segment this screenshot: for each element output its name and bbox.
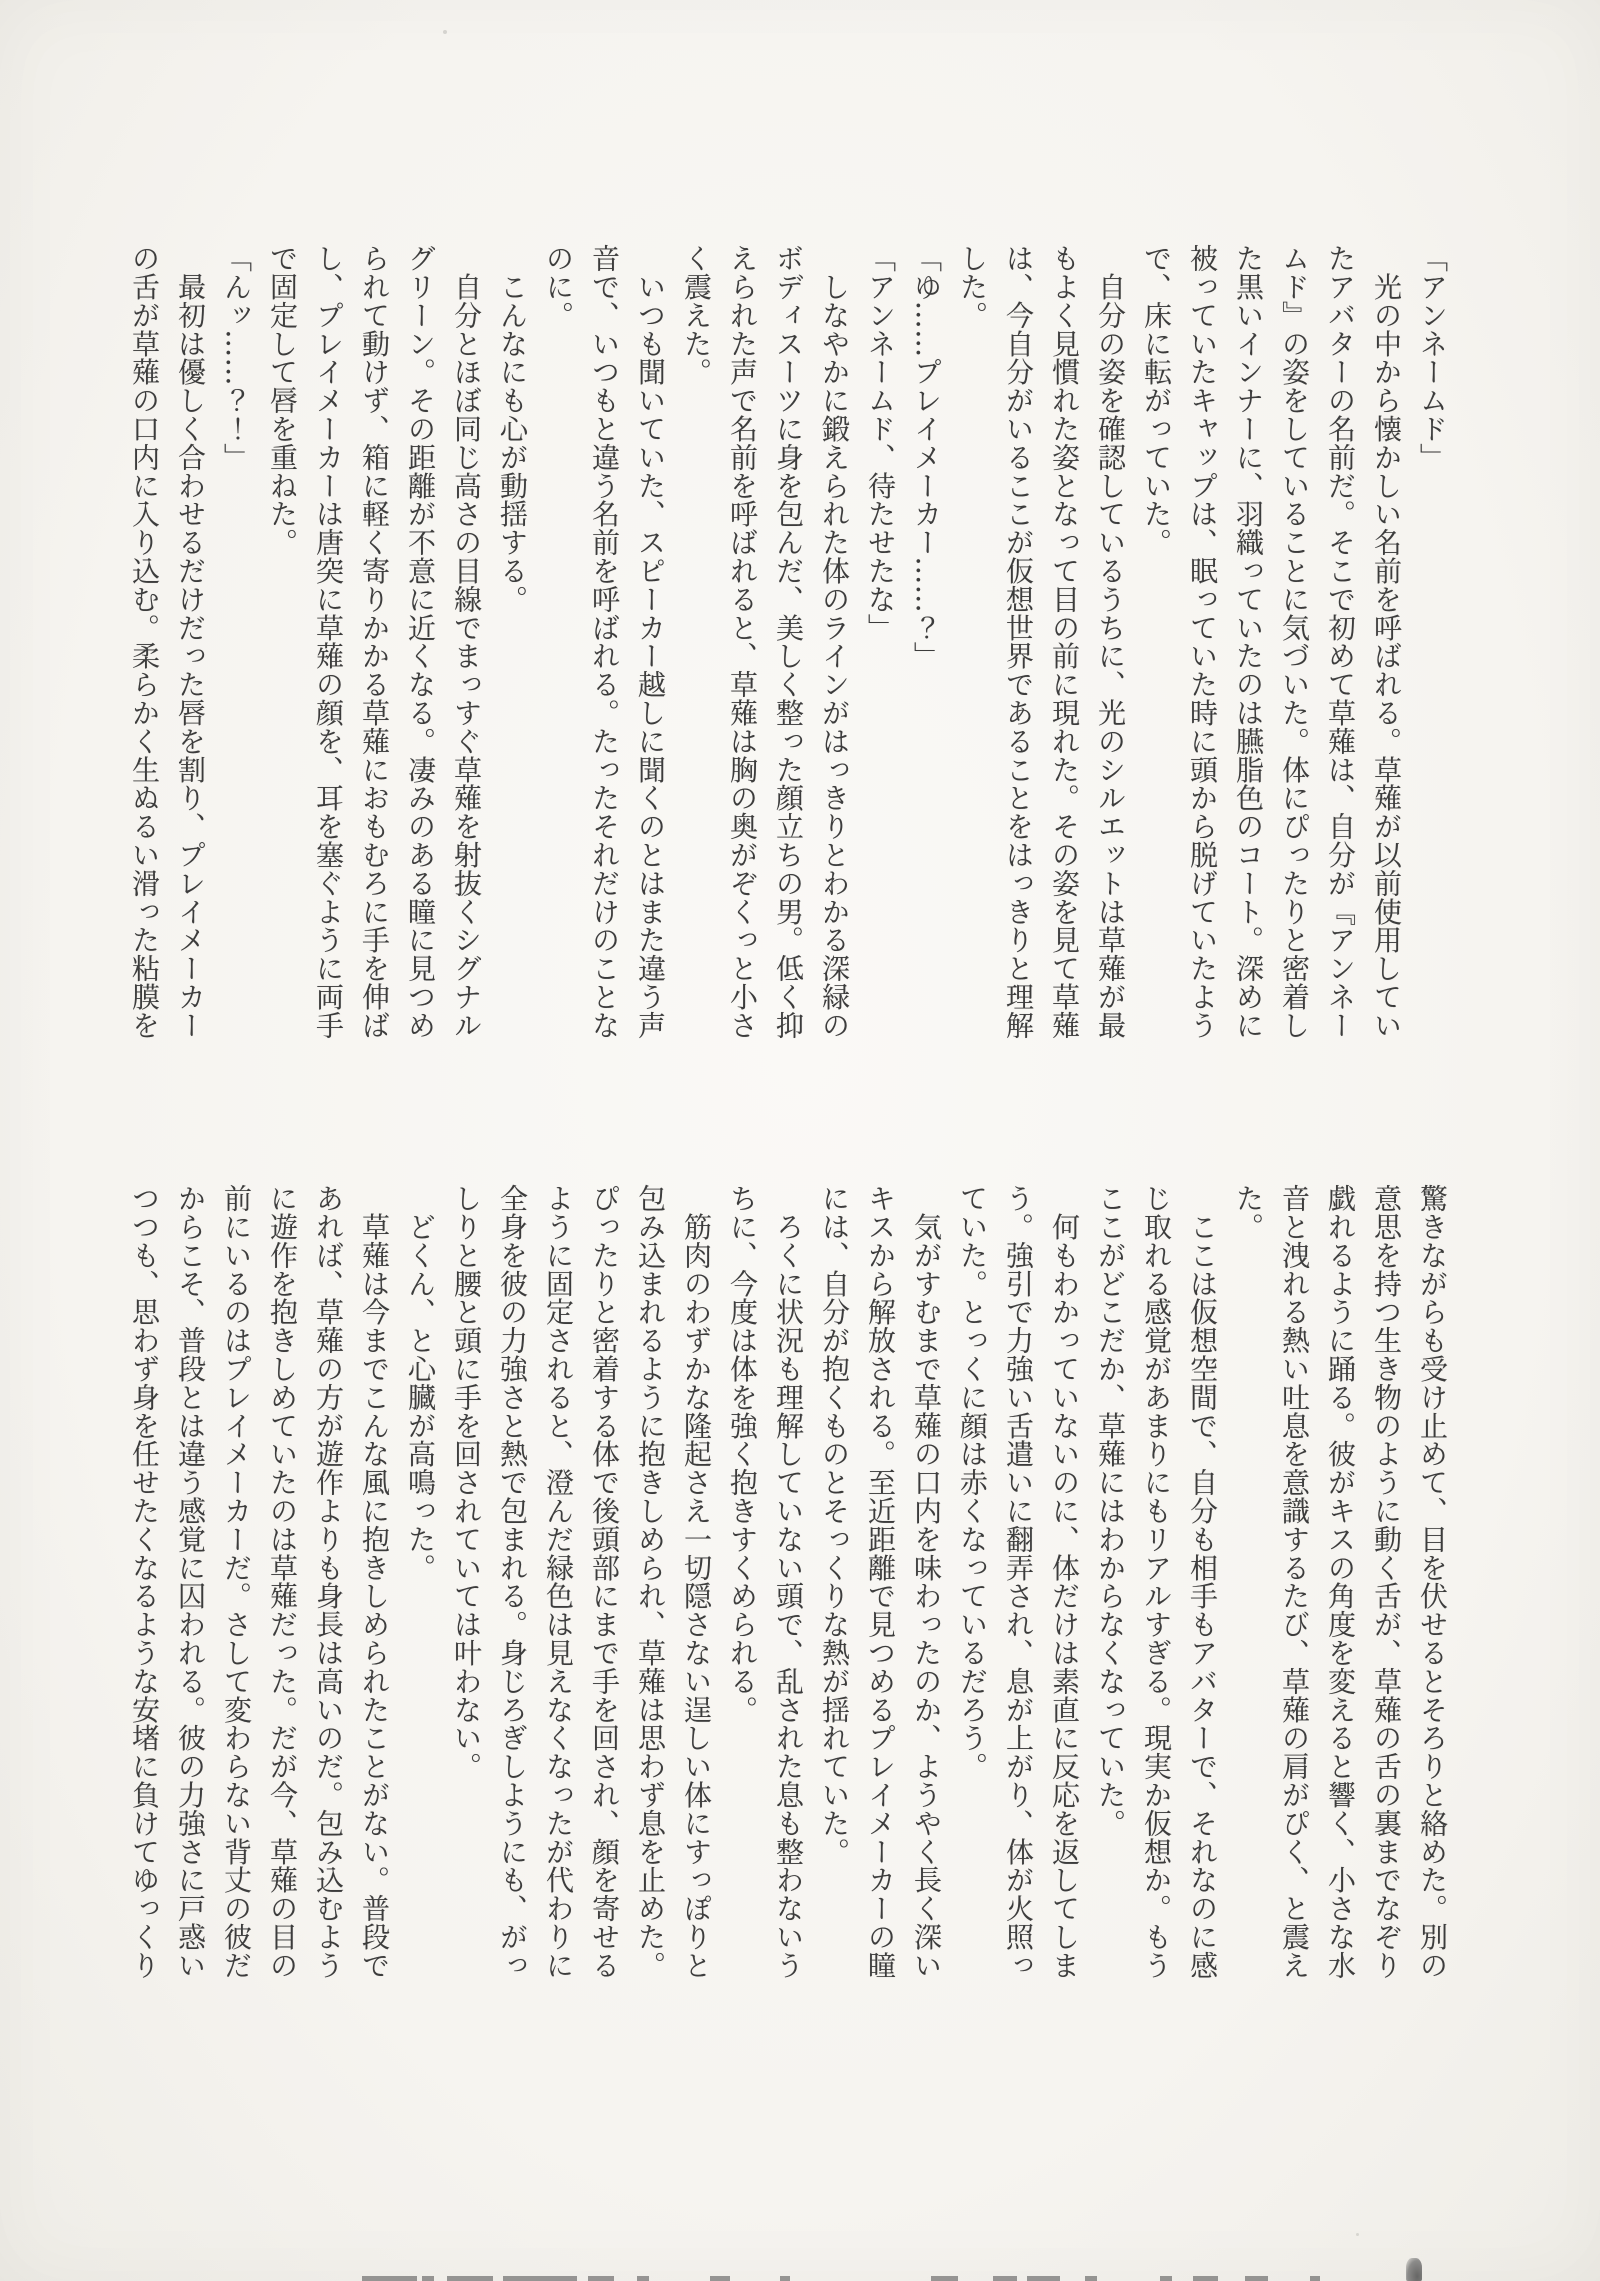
scan-artifact bbox=[1193, 2276, 1218, 2281]
text-line: ボディスーツに身を包んだ、美しく整った顔立ちの男。低く抑 bbox=[772, 244, 805, 1040]
text-line: 何もわかっていないのに、体だけは素直に反応を返してしま bbox=[1048, 1184, 1081, 1980]
scan-artifact bbox=[1310, 2276, 1320, 2281]
text-line: 包み込まれるように抱きしめられ、草薙は思わず息を止めた。 bbox=[634, 1184, 667, 1980]
text-line: 筋肉のわずかな隆起さえ一切隠さない逞しい体にすっぽりと bbox=[680, 1184, 713, 1980]
text-line: えられた声で名前を呼ばれると、草薙は胸の奥がぞくっと小さ bbox=[726, 244, 759, 1040]
scan-artifact bbox=[993, 2276, 1017, 2281]
scan-artifact bbox=[503, 2276, 577, 2281]
text-line: ぴったりと密着する体で後頭部にまで手を回され、顔を寄せる bbox=[588, 1184, 621, 1980]
text-line: 被っていたキャップは、眠っていた時に頭から脱げていたよう bbox=[1186, 244, 1219, 1040]
text-line: た。 bbox=[1232, 1184, 1265, 1241]
scan-artifact bbox=[931, 2276, 958, 2281]
text-line: 音で、いつもと違う名前を呼ばれる。たったそれだけのことな bbox=[588, 244, 621, 1040]
text-line: 前にいるのはプレイメーカーだ。さして変わらない背丈の彼だ bbox=[220, 1184, 253, 1980]
text-line: は、今自分がいるここが仮想世界であることをはっきりと理解 bbox=[1002, 244, 1035, 1040]
text-line: 最初は優しく合わせるだけだった唇を割り、プレイメーカー bbox=[174, 244, 207, 1040]
text-line: 戯れるように踊る。彼がキスの角度を変えると響く、小さな水 bbox=[1324, 1184, 1357, 1980]
text-line: いつも聞いていた、スピーカー越しに聞くのとはまた違う声 bbox=[634, 244, 667, 1040]
text-line: キスから解放される。至近距離で見つめるプレイメーカーの瞳 bbox=[864, 1184, 897, 1980]
text-line: 草薙は今までこんな風に抱きしめられたことがない。普段で bbox=[358, 1184, 391, 1980]
text-line: つつも、思わず身を任せたくなるような安堵に負けてゆっくり bbox=[128, 1184, 161, 1980]
text-line: う。強引で力強い舌遣いに翻弄され、息が上がり、体が火照っ bbox=[1002, 1184, 1035, 1980]
text-line: 「んッ……？！」 bbox=[220, 244, 253, 472]
text-line: 全身を彼の力強さと熱で包まれる。身じろぎしようにも、がっ bbox=[496, 1184, 529, 1980]
text-line: しりと腰と頭に手を回されていては叶わない。 bbox=[450, 1184, 483, 1781]
text-line: のに。 bbox=[542, 244, 575, 330]
text-line: で、床に転がっていた。 bbox=[1140, 244, 1173, 557]
text-line: ここがどこだか、草薙にはわからなくなっていた。 bbox=[1094, 1184, 1127, 1838]
text-line: 気がすむまで草薙の口内を味わったのか、ようやく長く深い bbox=[910, 1184, 943, 1980]
text-line: ていた。とっくに顔は赤くなっているだろう。 bbox=[956, 1184, 989, 1781]
text-line: ここは仮想空間で、自分も相手もアバターで、それなのに感 bbox=[1186, 1184, 1219, 1980]
text-line: 「ゆ……プレイメーカー……？」 bbox=[910, 244, 943, 670]
text-line: ちに、今度は体を強く抱きすくめられる。 bbox=[726, 1184, 759, 1724]
scan-artifact bbox=[447, 2276, 493, 2281]
text-line: じ取れる感覚があまりにもリアルすぎる。現実か仮想か。もう bbox=[1140, 1184, 1173, 1980]
scan-artifact bbox=[1027, 2276, 1060, 2281]
scan-artifact bbox=[780, 2276, 790, 2281]
text-line: られて動けず、箱に軽く寄りかかる草薙におもむろに手を伸ば bbox=[358, 244, 391, 1040]
lower-text-block bbox=[121, 1184, 1455, 2004]
scan-artifact bbox=[422, 2276, 434, 2281]
scan-artifact bbox=[1085, 2276, 1097, 2281]
text-line: した。 bbox=[956, 244, 989, 330]
scan-artifact bbox=[1160, 2276, 1172, 2281]
text-line: ムド』の姿をしていることに気づいた。体にぴったりと密着し bbox=[1278, 244, 1311, 1040]
text-line: 自分の姿を確認しているうちに、光のシルエットは草薙が最 bbox=[1094, 244, 1127, 1040]
text-line: 音と洩れる熱い吐息を意識するたび、草薙の肩がぴく、と震え bbox=[1278, 1184, 1311, 1980]
scan-artifact bbox=[1356, 2233, 1359, 2236]
text-line: グリーン。その距離が不意に近くなる。凄みのある瞳に見つめ bbox=[404, 244, 437, 1040]
scan-artifact bbox=[588, 2276, 614, 2281]
text-line: た黒いインナーに、羽織っていたのは臙脂色のコート。深めに bbox=[1232, 244, 1265, 1040]
text-line: 意思を持つ生き物のように動く舌が、草薙の舌の裏までなぞり bbox=[1370, 1184, 1403, 1980]
scan-artifact bbox=[443, 30, 447, 34]
text-line: こんなにも心が動揺する。 bbox=[496, 244, 529, 614]
text-line: もよく見慣れた姿となって目の前に現れた。その姿を見て草薙 bbox=[1048, 244, 1081, 1040]
text-line: に遊作を抱きしめていたのは草薙だった。だが今、草薙の目の bbox=[266, 1184, 299, 1980]
text-line: 自分とほぼ同じ高さの目線でまっすぐ草薙を射抜くシグナル bbox=[450, 244, 483, 1040]
text-line: たアバターの名前だ。そこで初めて草薙は、自分が『アンネー bbox=[1324, 244, 1357, 1040]
text-line: ように固定されると、澄んだ緑色は見えなくなったが代わりに bbox=[542, 1184, 575, 1980]
text-line: く震えた。 bbox=[680, 244, 713, 386]
scan-artifact bbox=[1245, 2276, 1268, 2281]
upper-text-block bbox=[121, 244, 1455, 1064]
scan-artifact bbox=[637, 2276, 649, 2281]
text-line: し、プレイメーカーは唐突に草薙の顔を、耳を塞ぐように両手 bbox=[312, 244, 345, 1040]
text-line: ろくに状況も理解していない頭で、乱された息も整わないう bbox=[772, 1184, 805, 1980]
text-line: の舌が草薙の口内に入り込む。柔らかく生ぬるい滑った粘膜を bbox=[128, 244, 161, 1040]
text-line: 光の中から懐かしい名前を呼ばれる。草薙が以前使用してい bbox=[1370, 244, 1403, 1040]
text-line: しなやかに鍛えられた体のラインがはっきりとわかる深緑の bbox=[818, 244, 851, 1040]
text-line: 驚きながらも受け止めて、目を伏せるとそろりと絡めた。別の bbox=[1416, 1184, 1449, 1980]
text-line: どくん、と心臓が高鳴った。 bbox=[404, 1184, 437, 1582]
scan-artifact bbox=[362, 2276, 417, 2281]
text-line: で固定して唇を重ねた。 bbox=[266, 244, 299, 557]
text-line: には、自分が抱くものとそっくりな熱が揺れていた。 bbox=[818, 1184, 851, 1866]
text-line: あれば、草薙の方が遊作よりも身長は高いのだ。包み込むよう bbox=[312, 1184, 345, 1980]
text-line: 「アンネームド」 bbox=[1416, 244, 1449, 472]
scan-artifact bbox=[710, 2276, 730, 2281]
text-line: 「アンネームド、待たせたな」 bbox=[864, 244, 897, 642]
scan-artifact bbox=[1406, 2258, 1422, 2281]
text-line: からこそ、普段とは違う感覚に囚われる。彼の力強さに戸惑い bbox=[174, 1184, 207, 1980]
